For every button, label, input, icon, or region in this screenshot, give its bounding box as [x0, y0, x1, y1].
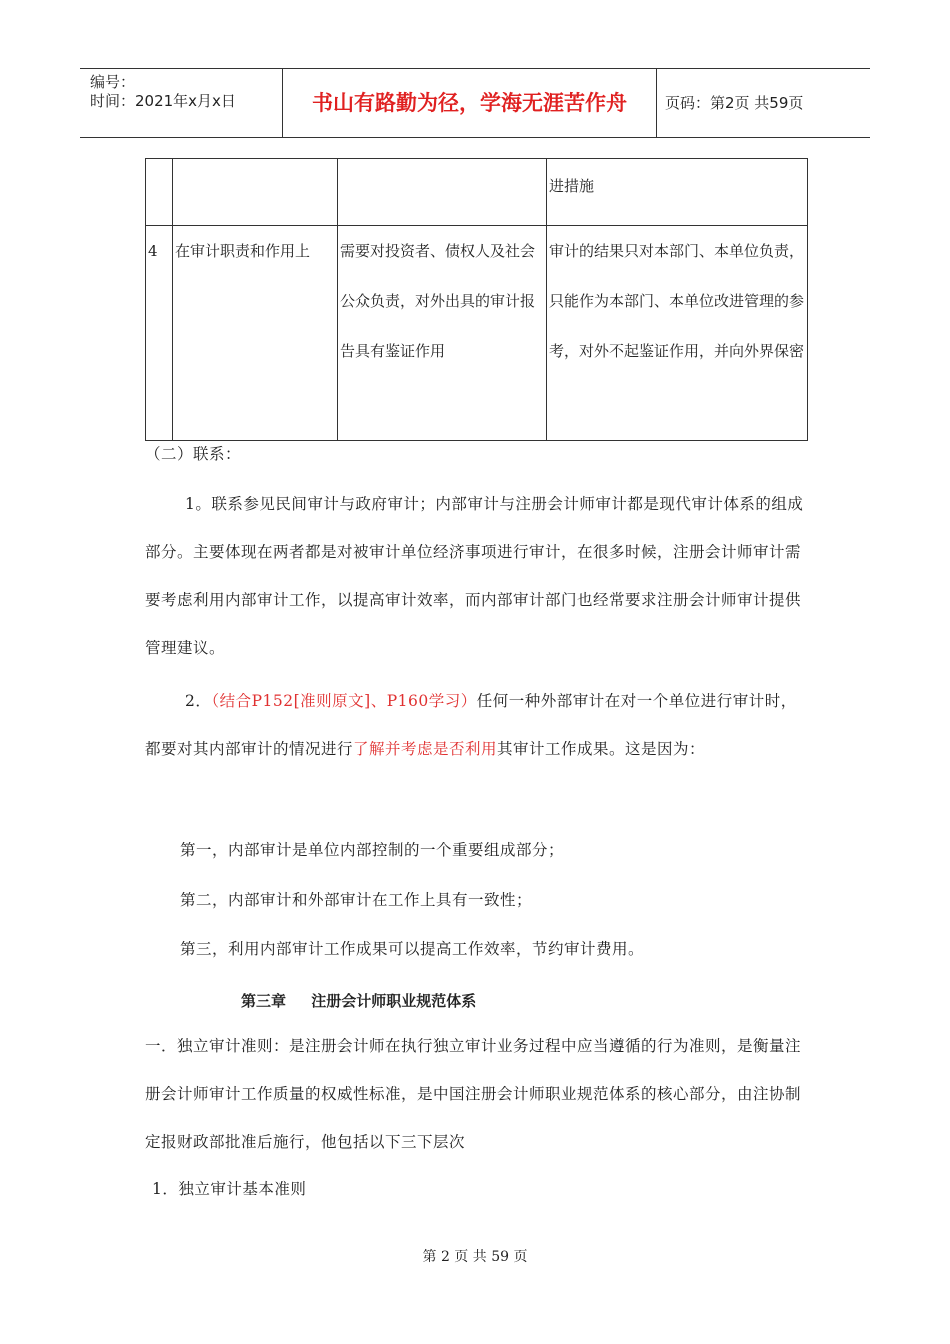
header-page-info: 页码：第2页 共59页 — [665, 94, 804, 112]
paragraph-3: 一．独立审计准则：是注册会计师在执行独立审计业务过程中应当遵循的行为准则，是衡量注册会计师审计工作质量的权威性标准，是中国注册会计师职业规范体系的核心部分，由注协制定报财政部批准后施行，他包括以下三下层次 — [145, 1037, 802, 1151]
comparison-table — [145, 158, 808, 441]
reason-1: 第一，内部审计是单位内部控制的一个重要组成部分； — [180, 841, 565, 859]
reason-2: 第二，内部审计和外部审计在工作上具有一致性； — [180, 891, 533, 909]
header-meta — [80, 69, 283, 137]
header-motto: 书山有路勤为径，学海无涯苦作舟 — [283, 69, 657, 137]
p2-start: 2． — [185, 692, 212, 710]
p2-highlight: 了解并考虑是否利用 — [353, 740, 498, 758]
paragraph-1: 1。联系参见民间审计与政府审计；内部审计与注册会计师审计都是现代审计体系的组成部分。主要体现在两者都是对被审计单位经济事项进行审计，在很多时候，注册会计师审计需要考虑利用内部审计工作，以提高审计效率，而内部审计部门也经常要求注册会计师审计提供管理建议。 — [145, 495, 804, 657]
row-number: 4 — [146, 226, 173, 441]
table-cell — [173, 159, 338, 226]
number-label: 编号： — [90, 73, 136, 91]
p2-mid: 任何一种外部审计在对一个单位进行审计时，都要对其内部审计的情况进行 — [145, 692, 797, 758]
cpa-audit-cell: 需要对投资者、债权人及社会公众负责，对外出具的审计报告具有鉴证作用 — [338, 226, 547, 441]
section-label: （二）联系： — [145, 445, 242, 463]
page-header — [80, 68, 870, 138]
reason-3: 第三，利用内部审计工作成果可以提高工作效率，节约审计费用。 — [180, 940, 645, 958]
page-footer: 第 2 页 共 59 页 — [422, 1249, 528, 1265]
aspect-cell: 在审计职责和作用上 — [173, 226, 338, 441]
time-label: 时间：2021年x月x日 — [90, 92, 236, 110]
table-cell: 进措施 — [547, 159, 808, 226]
table-cell — [146, 159, 173, 226]
p2-reference: （结合P152[准则原文]、P160学习） — [211, 692, 477, 710]
chapter-heading: 第三章 注册会计师职业规范体系 — [241, 992, 477, 1010]
internal-audit-cell: 审计的结果只对本部门、本单位负责，只能作为本部门、本单位改进管理的参考，对外不起鉴证作用，并向外界保密 — [547, 226, 808, 441]
p2-end: 其审计工作成果。这是因为： — [497, 740, 706, 758]
table-cell — [338, 159, 547, 226]
table-row — [146, 226, 808, 441]
list-item-1: 1．独立审计基本准则 — [152, 1180, 307, 1198]
table-row — [146, 159, 808, 226]
paragraph-2 — [145, 677, 810, 773]
